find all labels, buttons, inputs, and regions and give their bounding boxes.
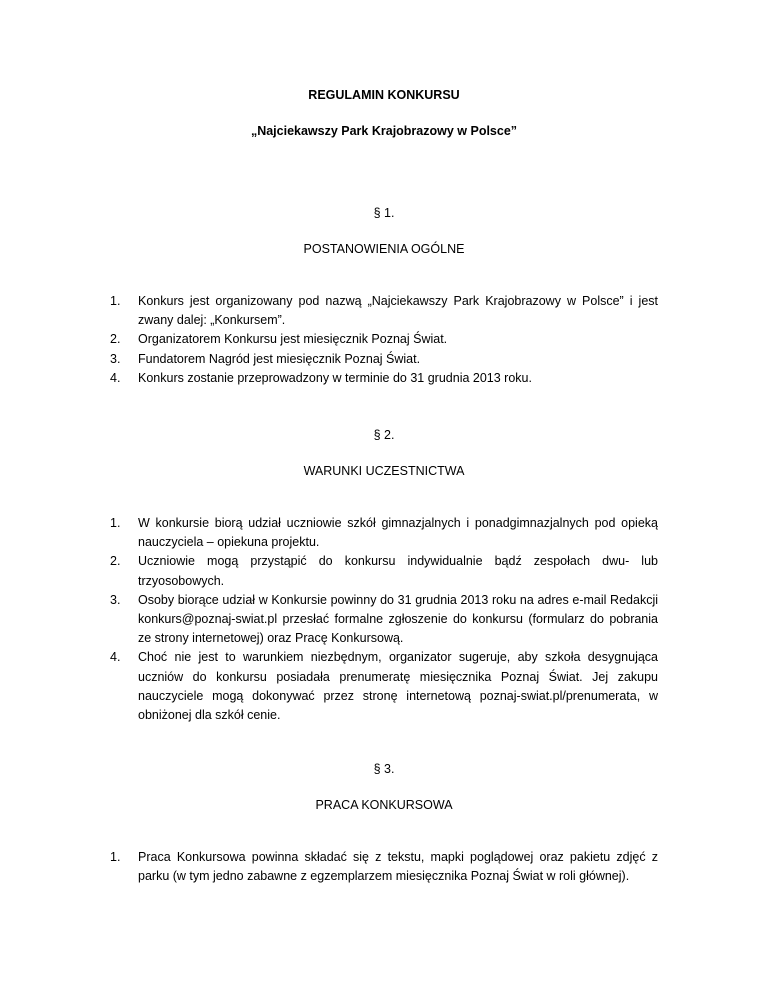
- list-item: [110, 292, 658, 330]
- list-item: [110, 552, 658, 590]
- list-item-number: 1.: [110, 850, 121, 864]
- section-1-list: [110, 292, 658, 388]
- list-item-text: Praca Konkursowa powinna składać się z tekstu, mapki poglądowej oraz pakietu zdjęć z parku (w tym jedno zabawne z egzemplarzem miesięcznika Poznaj Świat w roli głównej).: [138, 850, 658, 884]
- list-item-text: Choć nie jest to warunkiem niezbędnym, organizator sugeruje, aby szkoła desygnująca uczniów do konkursu posiadała prenumeratę miesięcznika Poznaj Świat. Jej zakupu nauczyciele mogą dokonywać przez stronę internetową poznaj-swiat.pl/prenumerata, w obniżonej dla szkół cenie.: [138, 650, 658, 723]
- list-item-number: 3.: [110, 592, 121, 607]
- list-item-number: 2.: [110, 554, 121, 569]
- document-subtitle: „Najciekawszy Park Krajobrazowy w Polsce”: [250, 124, 518, 138]
- section-2-number: § 2.: [373, 428, 395, 442]
- list-item-text: Osoby biorące udział w Konkursie powinny do 31 grudnia 2013 roku na adres e-mail Redakcji konkurs@poznaj-swiat.pl przesłać formalne zgłoszenie do konkursu (formularz do pobrania ze strony internetowej) oraz Pracę Konkursową.: [138, 592, 658, 646]
- list-item-text: Fundatorem Nagród jest miesięcznik Poznaj Świat.: [138, 351, 421, 366]
- list-item: [110, 848, 658, 886]
- section-3-heading: PRACA KONKURSOWA: [315, 798, 453, 812]
- list-item: [110, 350, 658, 369]
- list-item: [110, 369, 658, 388]
- list-item-text: Uczniowie mogą przystąpić do konkursu indywidualnie bądź zespołach dwu- lub trzyosobowych.: [138, 554, 658, 588]
- list-item-number: 2.: [110, 332, 121, 347]
- list-item-text: Konkurs jest organizowany pod nazwą „Najciekawszy Park Krajobrazowy w Polsce” i jest zwany dalej: „Konkursem”.: [138, 294, 658, 328]
- list-item: [110, 591, 658, 649]
- section-2-list: [110, 514, 658, 725]
- section-3-list: [110, 848, 658, 886]
- list-item-number: 3.: [110, 351, 121, 366]
- list-item-number: 4.: [110, 370, 121, 385]
- list-item: [110, 514, 658, 552]
- document-title: REGULAMIN KONKURSU: [308, 88, 460, 102]
- section-2-heading: WARUNKI UCZESTNICTWA: [303, 464, 465, 478]
- section-3-number: § 3.: [373, 762, 395, 776]
- list-item-text: Organizatorem Konkursu jest miesięcznik Poznaj Świat.: [138, 332, 448, 347]
- list-item-number: 4.: [110, 650, 121, 665]
- list-item: [110, 330, 658, 349]
- list-item: [110, 648, 658, 725]
- list-item-text: W konkursie biorą udział uczniowie szkół gimnazjalnych i ponadgimnazjalnych pod opieką nauczyciela – opiekuna projektu.: [138, 516, 658, 550]
- list-item-number: 1.: [110, 294, 121, 308]
- list-item-number: 1.: [110, 516, 121, 530]
- list-item-text: Konkurs zostanie przeprowadzony w terminie do 31 grudnia 2013 roku.: [138, 370, 532, 385]
- section-1-number: § 1.: [373, 206, 395, 220]
- section-1-heading: POSTANOWIENIA OGÓLNE: [303, 242, 465, 256]
